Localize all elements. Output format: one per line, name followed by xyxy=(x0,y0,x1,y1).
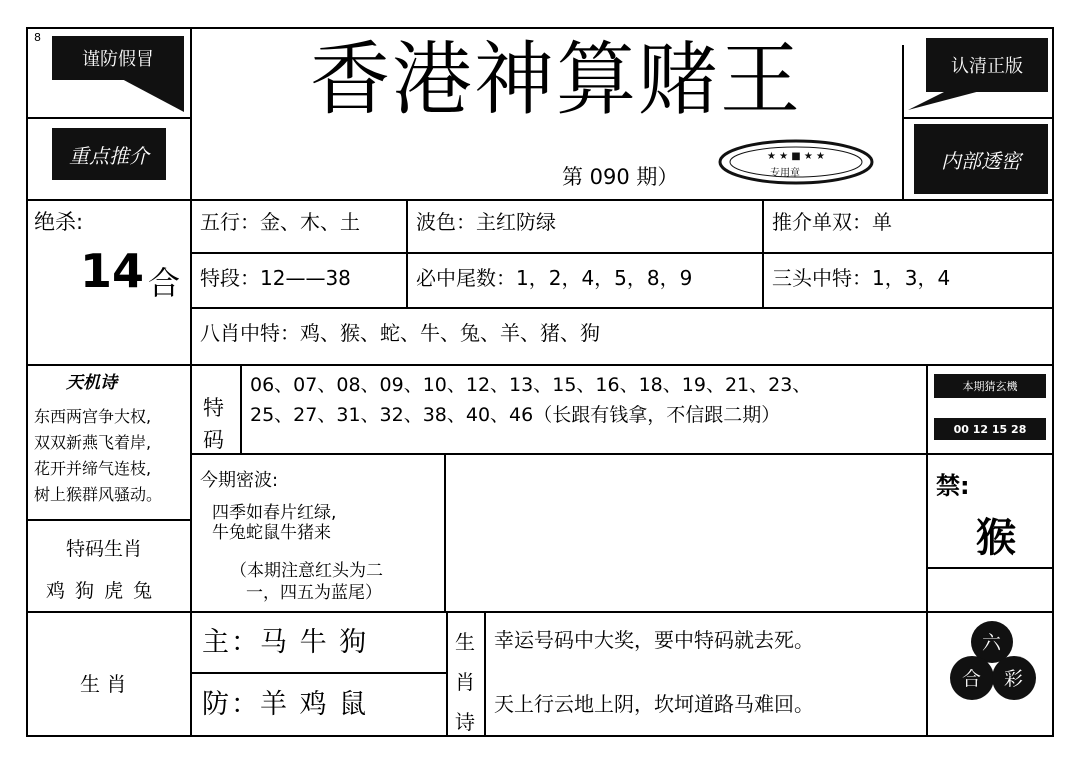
tianji-line-2: 双双新燕飞着岸, xyxy=(34,433,152,452)
liuhecai-char-3: 彩 xyxy=(1004,668,1024,690)
hline xyxy=(192,672,446,674)
tema-label-2: 码 xyxy=(203,428,224,452)
hline xyxy=(26,364,1054,366)
hline xyxy=(192,252,1054,254)
page-number: 8 xyxy=(34,31,41,44)
vline xyxy=(190,27,192,737)
genuine-edition-tag xyxy=(926,38,1048,92)
tema-numbers-line-1: 06、07、08、09、10、12、13、15、16、18、19、21、23、 xyxy=(250,374,812,396)
jue-sha-label: 绝杀: xyxy=(34,210,84,234)
hline xyxy=(26,611,1054,613)
vline xyxy=(902,45,904,200)
poem-label-char-1: 生 xyxy=(455,630,475,654)
page-title: 香港神算赌王 xyxy=(310,33,802,126)
hline xyxy=(192,453,1054,455)
mibo-note-2: 一，四五为蓝尾） xyxy=(246,583,382,603)
mibo-note-1: （本期注意红头为二 xyxy=(230,561,383,581)
jin-label: 禁: xyxy=(936,472,970,500)
svg-text:★ ★ ■ ★ ★: ★ ★ ■ ★ ★ xyxy=(766,151,826,162)
baxiao-text: 八肖中特：鸡、猴、蛇、牛、兔、羊、猪、狗 xyxy=(200,321,600,345)
tianji-line-4: 树上猴群风骚动。 xyxy=(34,485,163,504)
danshuang-text: 推介单双：单 xyxy=(772,210,892,234)
santou-text: 三头中特：1，3，4 xyxy=(772,266,951,290)
weishu-text: 必中尾数：1，2，4，5，8，9 xyxy=(416,266,693,290)
tianji-title: 天机诗 xyxy=(66,373,117,393)
genuine-edition-label: 认清正版 xyxy=(951,56,1023,77)
shengxiao-label: 生 肖 xyxy=(80,672,127,696)
recommend-badge xyxy=(52,128,166,180)
scan-gap xyxy=(486,655,926,669)
vline xyxy=(240,364,242,454)
hline xyxy=(926,567,1054,569)
wuxing-text: 五行：金、木、土 xyxy=(200,210,360,234)
tema-numbers-line-2: 25、27、31、32、38、40、46（长跟有钱拿，不信跟二期） xyxy=(250,404,781,426)
bubble-tail-icon xyxy=(120,78,184,114)
insider-badge-label: 内部透密 xyxy=(941,148,1021,173)
hline xyxy=(902,117,1054,119)
shengxiao-zhu: 主：马 牛 狗 xyxy=(202,627,369,658)
tianji-line-3: 花开并缔气连枝, xyxy=(34,459,152,478)
hline xyxy=(26,199,1054,201)
tianji-line-1: 东西两宫争大权, xyxy=(34,407,152,426)
recommend-badge-label: 重点推介 xyxy=(69,143,149,168)
issue-number: 第 090 期） xyxy=(562,165,679,189)
xuanji-code xyxy=(934,418,1046,440)
vline xyxy=(926,364,928,737)
hline xyxy=(26,519,192,521)
jue-sha-unit: 合 xyxy=(148,264,181,302)
seal-label: 专用章 xyxy=(770,168,800,179)
liuhecai-char-1: 六 xyxy=(982,632,1002,654)
tema-shengxiao-animals: 鸡 狗 虎 兔 xyxy=(46,580,155,602)
insider-badge xyxy=(914,124,1048,194)
poem-line-2: 天上行云地上阴，坎坷道路马难回。 xyxy=(494,692,814,716)
vline xyxy=(446,611,448,737)
xuanji-label xyxy=(934,374,1046,398)
bose-text: 波色：主红防绿 xyxy=(416,210,556,234)
bubble-tail-icon xyxy=(908,90,984,112)
vline xyxy=(762,199,764,309)
jue-sha-number: 14 xyxy=(80,244,145,298)
hline xyxy=(26,117,192,119)
vline xyxy=(484,611,486,737)
mibo-title: 今期密波: xyxy=(200,470,279,491)
xuanji-label-text: 本期猜玄機 xyxy=(962,380,1018,393)
shengxiao-fang: 防：羊 鸡 鼠 xyxy=(202,689,369,720)
liuhecai-char-2: 合 xyxy=(962,668,982,690)
jin-animal: 猴 xyxy=(976,515,1016,561)
tema-label-1: 特 xyxy=(203,396,224,420)
mibo-line-2: 牛兔蛇鼠牛猪来 xyxy=(212,523,331,543)
vline xyxy=(406,199,408,309)
xuanji-code-text: 00 12 15 28 xyxy=(953,422,1027,436)
tema-shengxiao-label: 特码生肖 xyxy=(66,538,143,560)
poem-label-char-3: 诗 xyxy=(455,710,475,734)
counterfeit-warning-tag xyxy=(52,36,184,80)
poem-label-char-2: 肖 xyxy=(455,670,475,694)
mibo-line-1: 四季如春片红绿, xyxy=(212,503,337,523)
poem-line-1: 幸运号码中大奖，要中特码就去死。 xyxy=(494,628,814,652)
scan-gap xyxy=(700,309,926,363)
vline xyxy=(444,453,446,611)
counterfeit-warning-label: 谨防假冒 xyxy=(82,49,154,70)
teduan-text: 特段：12——38 xyxy=(200,266,351,290)
